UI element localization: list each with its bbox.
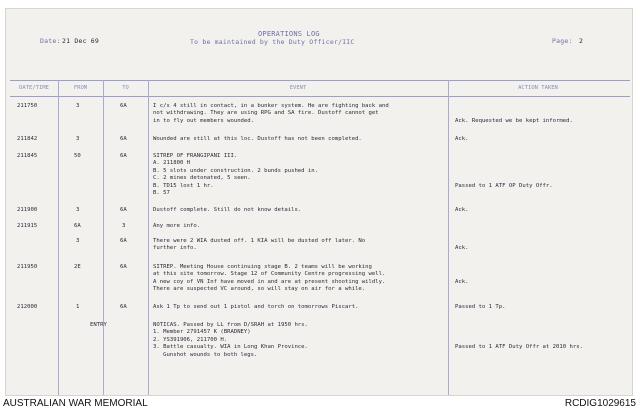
row-to: 6A <box>120 304 127 310</box>
row-action: Ack. <box>455 207 469 213</box>
footer-credit: AUSTRALIAN WAR MEMORIAL <box>3 398 148 409</box>
row-action: Passed to 1 ATF OP Duty Offr. <box>455 182 553 189</box>
row-action: Passed to 1 Tp. <box>455 304 506 310</box>
row-to: 6A <box>120 238 127 244</box>
row-event: I c/s 4 still in contact, in a bunker system. He are fighting back and not withdrawing. They are using RPG and SA fire. Dustoff cannot get in to fly out members wounded. <box>153 103 389 124</box>
row-event: Ask 1 Tp to send out 1 pistol and torch on tomorrows Piscart. <box>153 304 359 310</box>
footer-reference: RCDIG1029615 <box>564 398 636 409</box>
row-time: 211845 <box>17 153 38 159</box>
column-divider <box>448 80 449 395</box>
row-to: 3 <box>122 223 126 229</box>
row-action: Ack. <box>455 136 469 142</box>
row-event: Dustoff complete. Still do not know details. <box>153 207 302 213</box>
row-from: 50 <box>74 153 81 159</box>
row-from: 3 <box>76 136 80 142</box>
row-from: 3 <box>76 238 80 244</box>
column-header-to: TO <box>122 85 129 91</box>
row-to: 6A <box>120 207 127 213</box>
row-to: 6A <box>120 153 127 159</box>
row-time: 211750 <box>17 103 38 109</box>
column-divider <box>103 80 104 395</box>
row-action: Ack. <box>455 245 469 252</box>
row-to: 6A <box>120 136 127 142</box>
row-time: 211900 <box>17 207 38 213</box>
row-to: 6A <box>120 103 127 109</box>
column-divider <box>58 80 59 395</box>
row-action: Ack. <box>455 278 469 285</box>
row-event: SITREP OF FRANGIPANI III. A. 211800 H B. 5 slots under construction. 2 bunds pushed in. C. 2 mines detonated, 5 seen. B. TD15 lost 1 hr. B. 57 <box>153 153 319 197</box>
row-action: Ack. Requested we be kept informed. <box>455 117 573 124</box>
row-from: 2E <box>74 264 81 270</box>
row-to: 6A <box>120 264 127 270</box>
date-label: Date: <box>40 37 61 45</box>
row-time: 211842 <box>17 136 38 142</box>
column-header-datetime: DATE/TIME <box>19 85 49 91</box>
row-time: 211950 <box>17 264 38 270</box>
column-header-event: EVENT <box>289 85 307 91</box>
row-from: 1 <box>76 304 80 310</box>
column-header-action: ACTION TAKEN <box>518 85 558 91</box>
row-event: NOTICAS. Passed by LL from D/SRAH at 1950 hrs. 1. Member 2791457 K (BRADNEY) 2. YS391906, 211700 H. 3. Battle casualty. WIA in Long Khan Province. Gunshot wounds to both legs. <box>153 322 308 358</box>
row-action: Passed to 1 ATF Duty Offr at 2010 hrs. <box>455 344 583 351</box>
log-subtitle: To be maintained by the Duty Officer/IIC <box>190 38 355 46</box>
row-from: 3 <box>76 207 80 213</box>
page-label: Page: <box>552 37 573 45</box>
row-from: 3 <box>76 103 80 109</box>
log-title: OPERATIONS LOG <box>258 30 320 38</box>
column-header-from: FROM <box>73 85 88 91</box>
page-value: 2 <box>579 37 584 45</box>
row-event: SITREP. Meeting House continuing stage B. 2 teams will be working at this site tomorrow. Stage 12 of Community Centre progressing well. A new coy of VN Inf have moved in and are at present shooting wildly. There are suspected VC around, so will stay on air for a while. <box>153 264 386 293</box>
row-event: There were 2 WIA dusted off. 1 KIA will be dusted off later. No further info. <box>153 238 366 252</box>
row-from: 6A <box>74 223 81 229</box>
date-value: 21 Dec 69 <box>62 37 100 45</box>
row-event: Any more info. <box>153 223 201 229</box>
row-time: 211915 <box>17 223 38 229</box>
row-from: ENTRY <box>90 322 107 328</box>
column-divider <box>148 80 149 395</box>
row-event: Wounded are still at this loc. Dustoff has not been completed. <box>153 136 362 142</box>
row-time: 212000 <box>17 304 38 310</box>
